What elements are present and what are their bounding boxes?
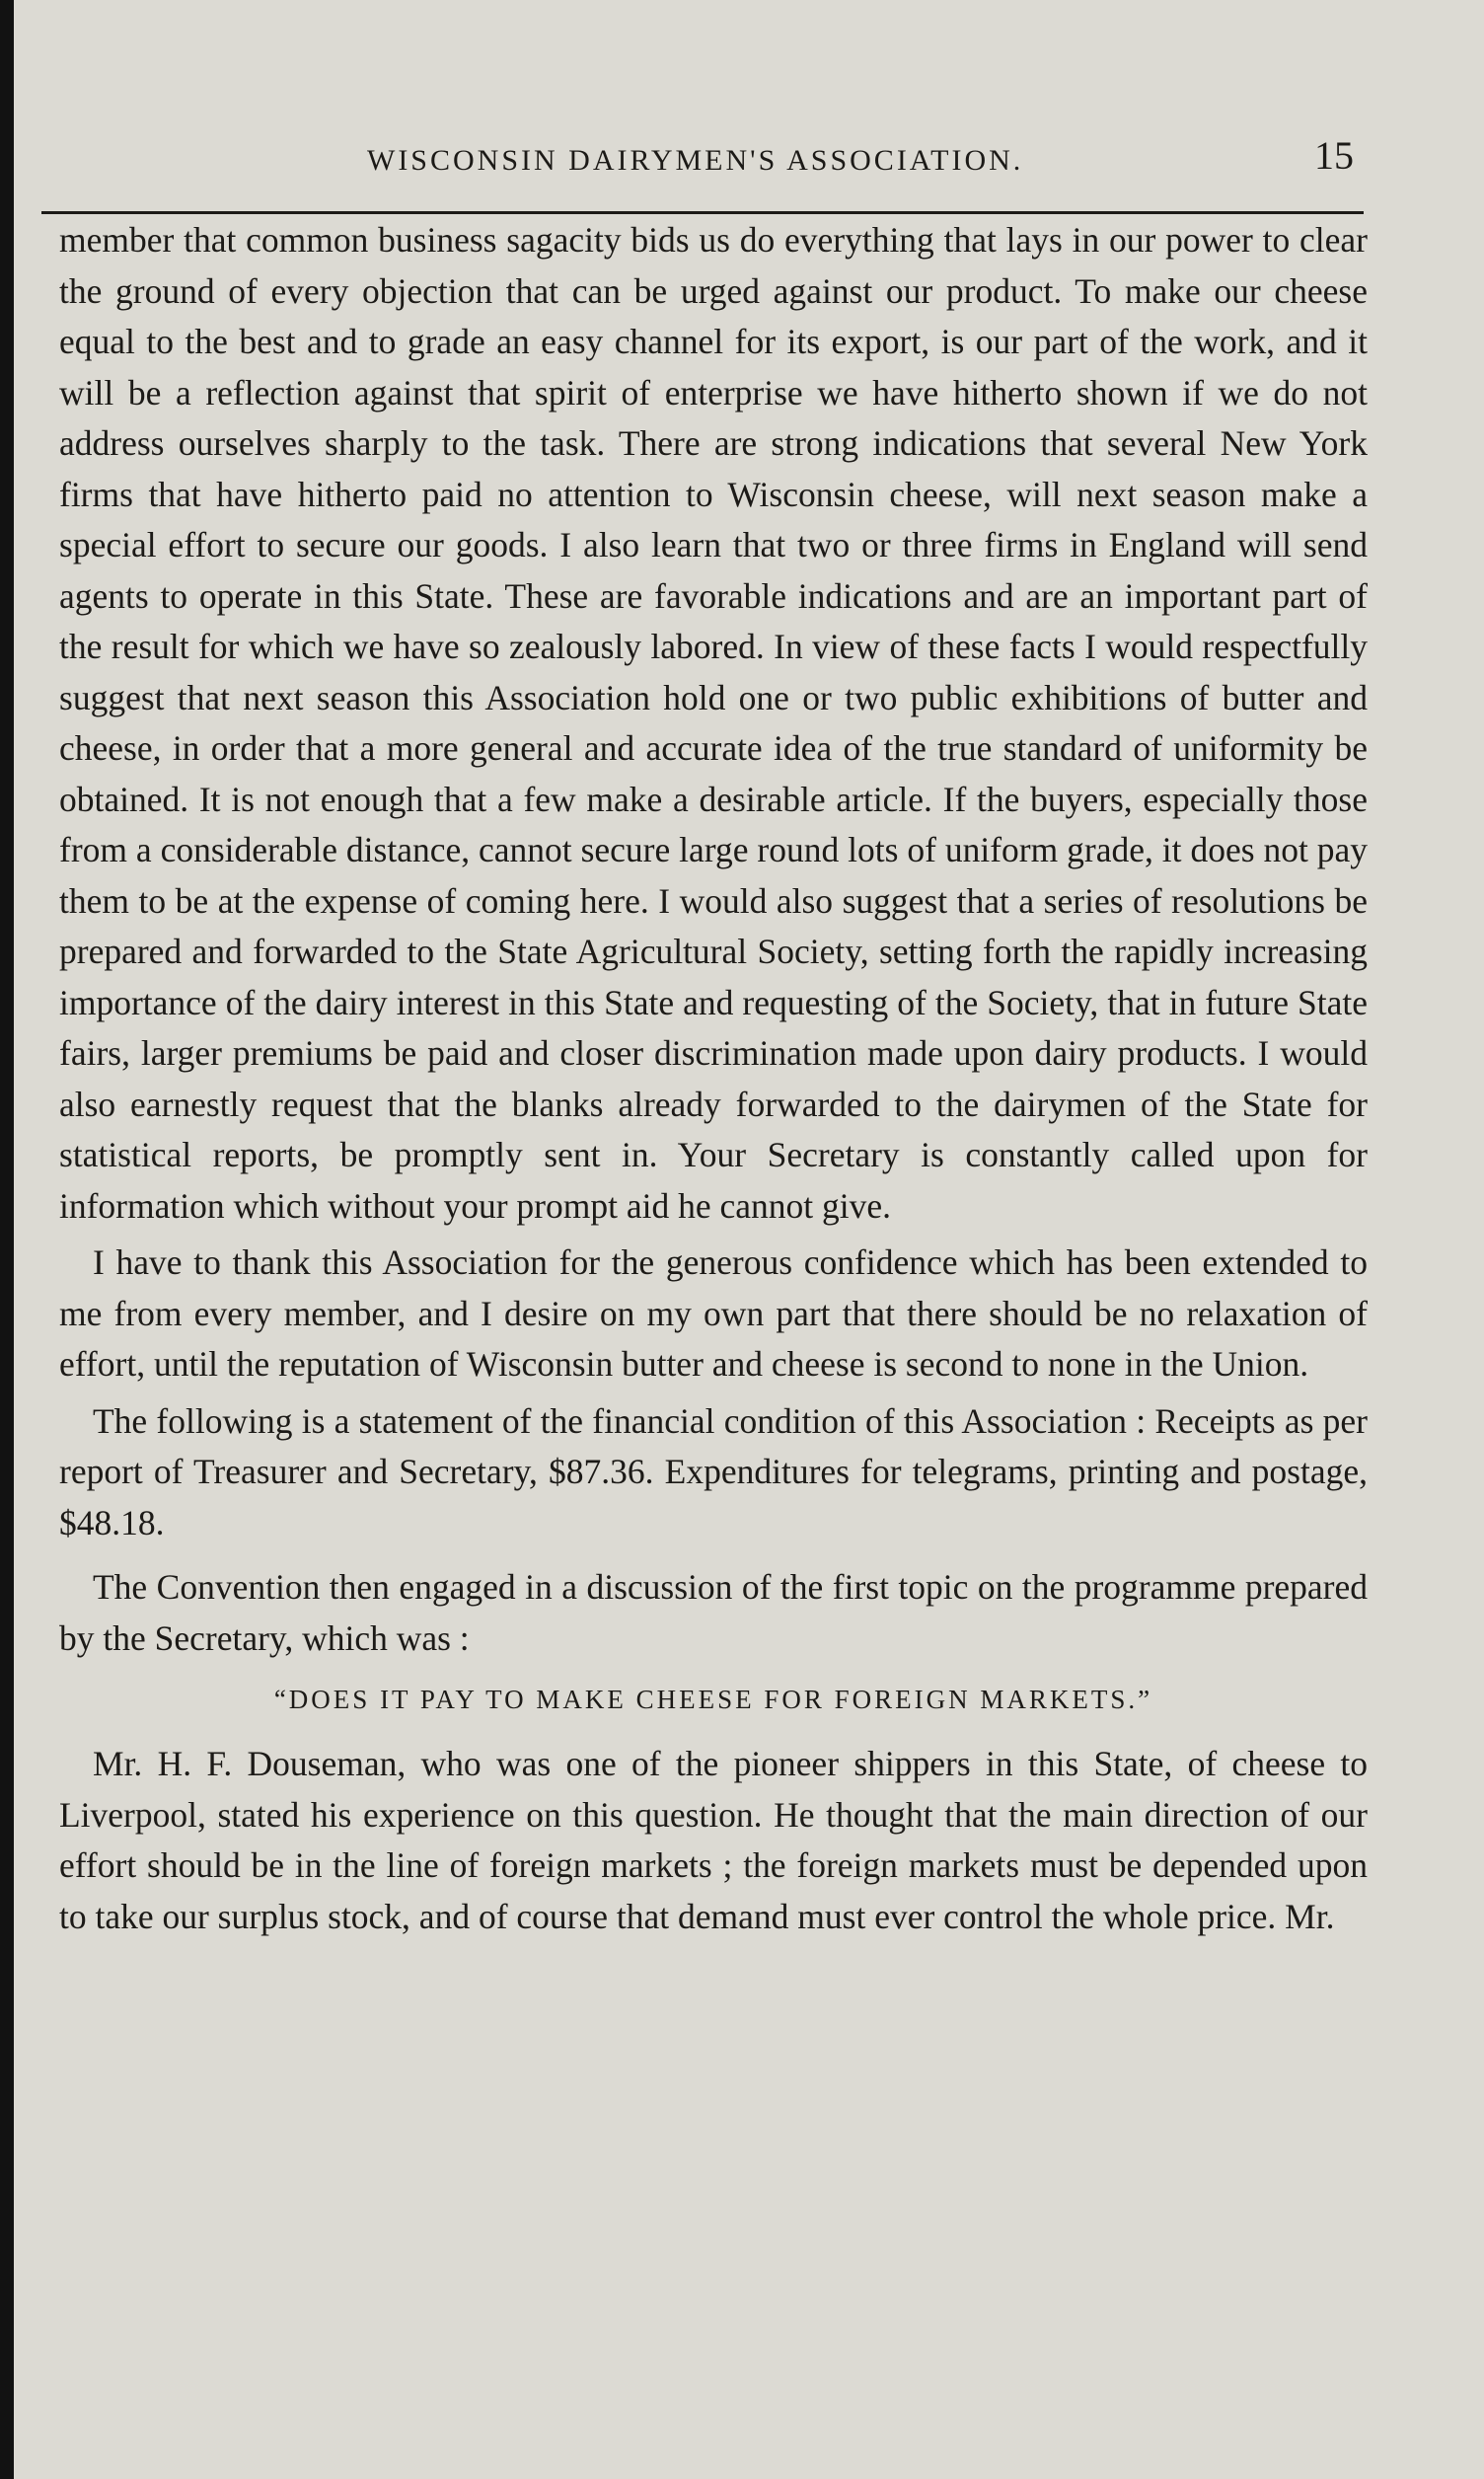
- running-head: WISCONSIN DAIRYMEN'S ASSOCIATION.: [367, 144, 1024, 177]
- page-body: [59, 215, 1368, 1942]
- paragraph-financial-statement: The following is a statement of the financial condition of this Association : Receipts as per report of Treasurer and Secretary, $87.36. Expenditures for telegrams, printing and postage, $48.18.: [59, 1400, 1368, 1542]
- page-number: 15: [1314, 133, 1354, 178]
- book-spine-shadow: [0, 0, 14, 2479]
- paragraph-thanks: I have to thank this Association for the generous confidence which has been extended to me from every member, and I desire on my own part that there should be no relaxation of effort, until the reputation of Wisconsin butter and cheese is second to none in the Union.: [59, 1242, 1368, 1384]
- topic-heading: “DOES IT PAY TO MAKE CHEESE FOR FOREIGN MARKETS.”: [273, 1685, 1153, 1714]
- page-header: [41, 126, 1383, 186]
- paragraph-continued: member that common business sagacity bids us do everything that lays in our power to clear the ground of every objection that can be urged against our product. To make our cheese equal to the best and to grade an easy channel for its export, is our part of the work, and it will be a reflection against that spirit of enterprise we have hitherto shown if we do not address ourselves sharply to the task. There are strong indications that several New York firms that have hitherto paid no attention to Wisconsin cheese, will next season make a special effort to secure our goods. I also learn that two or three firms in England will send agents to operate in this State. These are favorable indications and are an important part of the result for which we have so zealously labored. In view of these facts I would respectfully suggest that next season this Association hold one or two public exhibitions of butter and cheese, in order that a more general and accurate idea of the true standard of uniformity be obtained. It is not enough that a few make a desirable article. If the buyers, especially those from a considerable distance, cannot secure large round lots of uniform grade, it does not pay them to be at the expense of coming here. I would also suggest that a series of resolutions be prepared and forwarded to the State Agricultural Society, setting forth the rapidly increasing importance of the dairy interest in this State and requesting of the Society, that in future State fairs, larger premiums be paid and closer discrimination made upon dairy products. I would also earnestly request that the blanks already forwarded to the dairymen of the State for statistical reports, be promptly sent in. Your Secretary is constantly called upon for information which without your prompt aid he cannot give.: [59, 220, 1368, 1226]
- paragraph-convention: The Convention then engaged in a discussion of the first topic on the programme prepared by the Secretary, which was :: [59, 1567, 1368, 1658]
- paragraph-douseman: Mr. H. F. Douseman, who was one of the pioneer shippers in this State, of cheese to Liverpool, stated his experience on this question. He thought that the main direction of our effort should be in the line of foreign markets ; the foreign markets must be depended upon to take our surplus stock, and of course that demand must ever control the whole price. Mr.: [59, 1744, 1368, 1936]
- header-rule: [41, 211, 1364, 214]
